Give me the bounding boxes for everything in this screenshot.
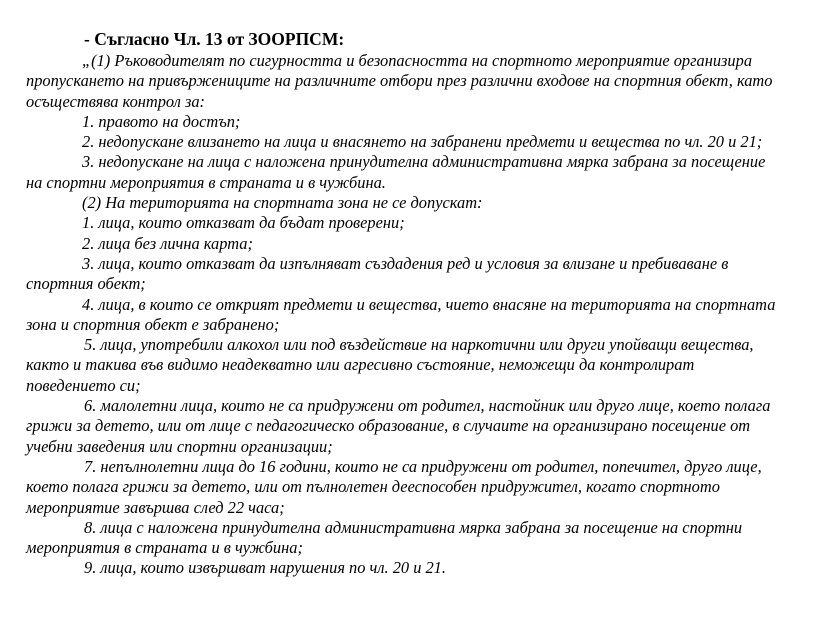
- paragraph-2-item-4: 4. лица, в които се открият предмети и вещества, чието внасяне на територията на спортната зона и спортния обект е забранено;: [26, 294, 776, 334]
- section-heading: - Съгласно Чл. 13 от ЗООРПСМ:: [84, 29, 345, 49]
- paragraph-2-item-2: 2. лица без лична карта;: [82, 233, 253, 253]
- paragraph-2-item-3: 3. лица, които отказват да изпълняват създадения ред и условия за влизане и пребиваване в спортния обект;: [26, 253, 729, 294]
- paragraph-2-item-8: 8. лица с наложена принудителна административна мярка забрана за посещение на спортни мероприятия в страната и в чужбина;: [26, 517, 743, 558]
- paragraph-1-intro: „(1) Ръководителят по сигурността и безопасността на спортното мероприятие организира пропускането на привържениците на различните отбори през различни входове на спортния обект, като осъществява контрол за:: [26, 51, 773, 111]
- paragraph-2-item-1: 1. лица, които отказват да бъдат проверени;: [82, 213, 405, 233]
- paragraph-1-item-2: 2. недопускане влизането на лица и внасянето на забранени предмети и вещества по чл. 20 и 21;: [82, 132, 763, 152]
- paragraph-2-item-9: 9. лица, които извършват нарушения по чл. 20 и 21.: [84, 558, 446, 578]
- paragraph-2-item-6: 6. малолетни лица, които не са придружени от родител, настойник или друго лице, което полага грижи за детето, или от лице с педагогическо образование, в случаите на организирано посещение от учебни заведения или спортни организации;: [26, 396, 771, 456]
- quoted-article-body: [26, 51, 784, 579]
- paragraph-2-item-5: 5. лица, употребили алкохол или под въздействие на наркотични или други упойващи вещества, както и такива във видимо неадекватно или агресивно състояние, неможещи да контролират поведението си;: [26, 335, 754, 395]
- paragraph-1-item-3: 3. недопускане на лица с наложена принудителна административна мярка забрана за посещение на спортни мероприятия в страната и в чужбина.: [26, 152, 766, 192]
- paragraph-2-intro: (2) На територията на спортната зона не се допускат:: [82, 193, 483, 213]
- paragraph-1-item-1: 1. правото на достъп;: [82, 111, 241, 131]
- paragraph-2-item-7: 7. непълнолетни лица до 16 години, които не са придружени от родител, попечител, друго лице, което полага грижи за детето, или от пълнолетен дееспособен придружител, когато спортното мероприятие завършва след 22 часа;: [26, 456, 762, 517]
